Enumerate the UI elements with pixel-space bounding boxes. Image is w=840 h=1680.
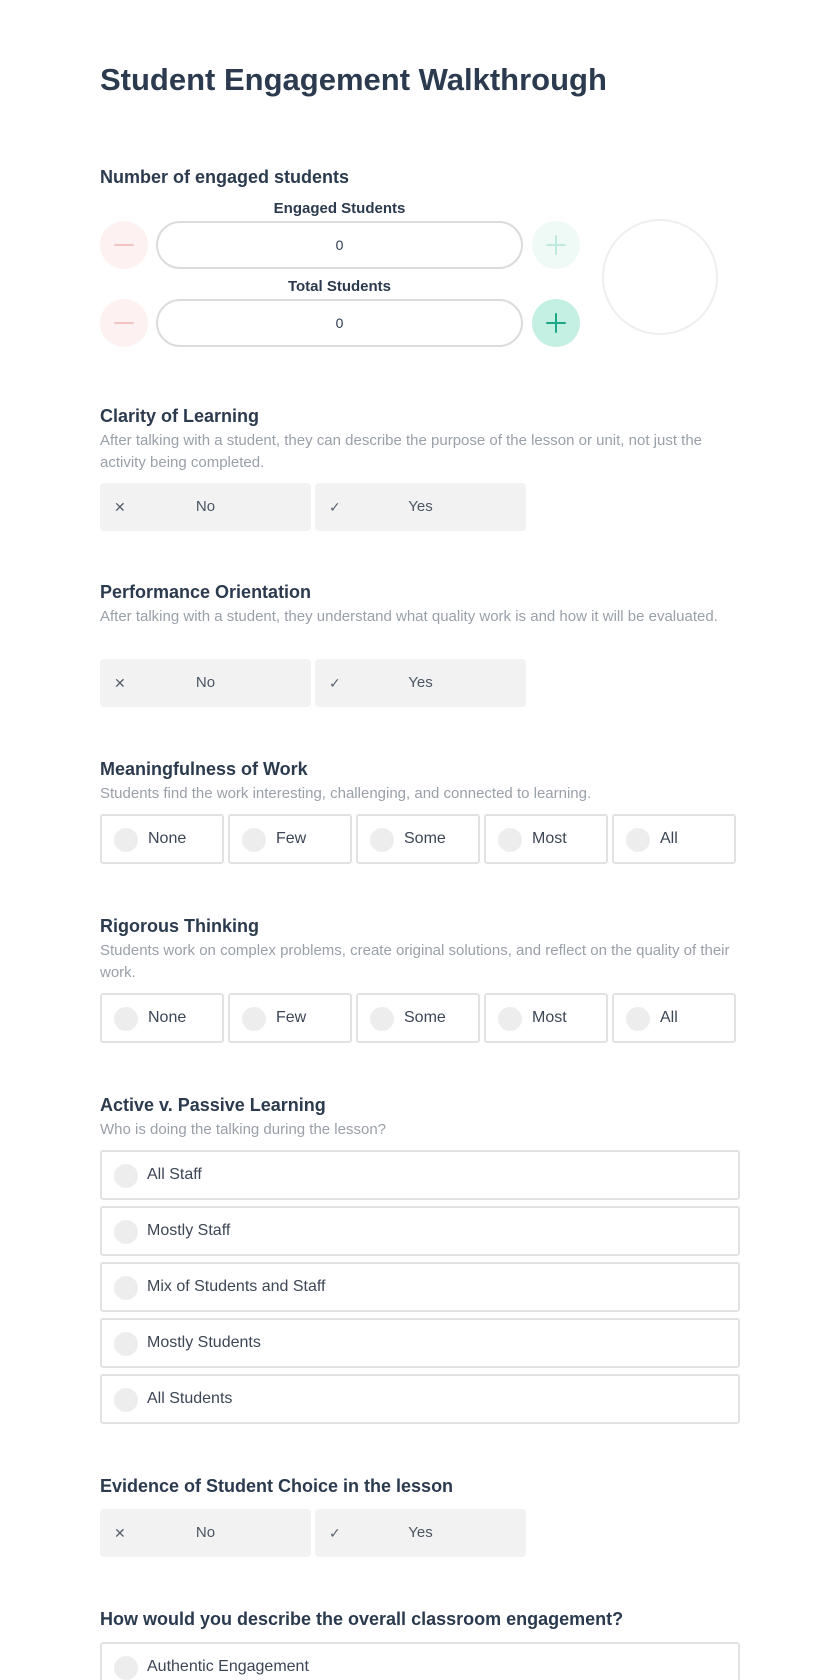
engagement-ratio-circle [602,219,718,335]
clarity-title: Clarity of Learning [100,406,260,426]
meaningfulness-option-some[interactable]: Some [356,814,480,864]
check-icon: ✓ [329,1525,341,1541]
active-passive-description: Who is doing the talking during the lesson? [100,1121,387,1138]
total-decrement-button[interactable] [100,299,148,347]
engaged-increment-button[interactable] [532,221,580,269]
rigorous-description: Students work on complex problems, create original solutions, and reflect on the quality of their work. [100,942,730,981]
radio-icon [498,1007,522,1031]
performance-yes-button[interactable]: ✓ Yes [315,659,526,707]
radio-icon [114,1332,138,1356]
rigorous-option-few[interactable]: Few [228,993,352,1043]
engaged-students-input[interactable]: 0 [156,221,523,269]
radio-icon [114,828,138,852]
radio-icon [242,1007,266,1031]
clarity-description: After talking with a student, they can describe the purpose of the lesson or unit, not just the activity being completed. [100,432,703,471]
radio-icon [370,1007,394,1031]
engaged-section-title: Number of engaged students [100,167,350,187]
total-increment-button[interactable] [532,299,580,347]
radio-icon [498,828,522,852]
close-icon: ✕ [114,1525,126,1541]
meaningfulness-option-all[interactable]: All [612,814,736,864]
radio-icon [114,1656,138,1680]
student-choice-yes-button[interactable]: ✓ Yes [315,1509,526,1557]
active-option-mix[interactable]: Mix of Students and Staff [100,1262,740,1312]
meaningfulness-description: Students find the work interesting, challenging, and connected to learning. [100,785,592,802]
meaningfulness-option-most[interactable]: Most [484,814,608,864]
radio-icon [626,1007,650,1031]
overall-option-authentic[interactable]: Authentic Engagement [100,1642,740,1680]
performance-description: After talking with a student, they understand what quality work is and how it will be evaluated. [100,608,718,625]
active-option-mostly-students[interactable]: Mostly Students [100,1318,740,1368]
check-icon: ✓ [329,675,341,691]
active-option-all-students[interactable]: All Students [100,1374,740,1424]
active-passive-title: Active v. Passive Learning [100,1095,326,1115]
page-title: Student Engagement Walkthrough [100,62,607,97]
active-option-mostly-staff[interactable]: Mostly Staff [100,1206,740,1256]
radio-icon [114,1276,138,1300]
student-choice-no-button[interactable]: ✕ No [100,1509,311,1557]
total-students-label: Total Students [287,278,392,295]
radio-icon [626,828,650,852]
student-choice-title: Evidence of Student Choice in the lesson [100,1476,454,1496]
radio-icon [370,828,394,852]
clarity-yes-button[interactable]: ✓ Yes [315,483,526,531]
performance-no-button[interactable]: ✕ No [100,659,311,707]
active-option-all-staff[interactable]: All Staff [100,1150,740,1200]
rigorous-option-some[interactable]: Some [356,993,480,1043]
close-icon: ✕ [114,499,126,515]
close-icon: ✕ [114,675,126,691]
meaningfulness-option-none[interactable]: None [100,814,224,864]
total-students-input[interactable]: 0 [156,299,523,347]
minus-icon [114,322,134,324]
meaningfulness-title: Meaningfulness of Work [100,759,308,779]
radio-icon [114,1388,138,1412]
clarity-no-button[interactable]: ✕ No [100,483,311,531]
performance-title: Performance Orientation [100,582,312,602]
engaged-students-label: Engaged Students [273,200,406,217]
radio-icon [114,1220,138,1244]
check-icon: ✓ [329,499,341,515]
radio-icon [114,1007,138,1031]
rigorous-option-all[interactable]: All [612,993,736,1043]
rigorous-option-none[interactable]: None [100,993,224,1043]
radio-icon [114,1164,138,1188]
radio-icon [242,828,266,852]
meaningfulness-option-few[interactable]: Few [228,814,352,864]
minus-icon [114,244,134,246]
rigorous-title: Rigorous Thinking [100,916,259,936]
rigorous-option-most[interactable]: Most [484,993,608,1043]
engaged-decrement-button[interactable] [100,221,148,269]
overall-engagement-title: How would you describe the overall classroom engagement? [100,1609,624,1629]
